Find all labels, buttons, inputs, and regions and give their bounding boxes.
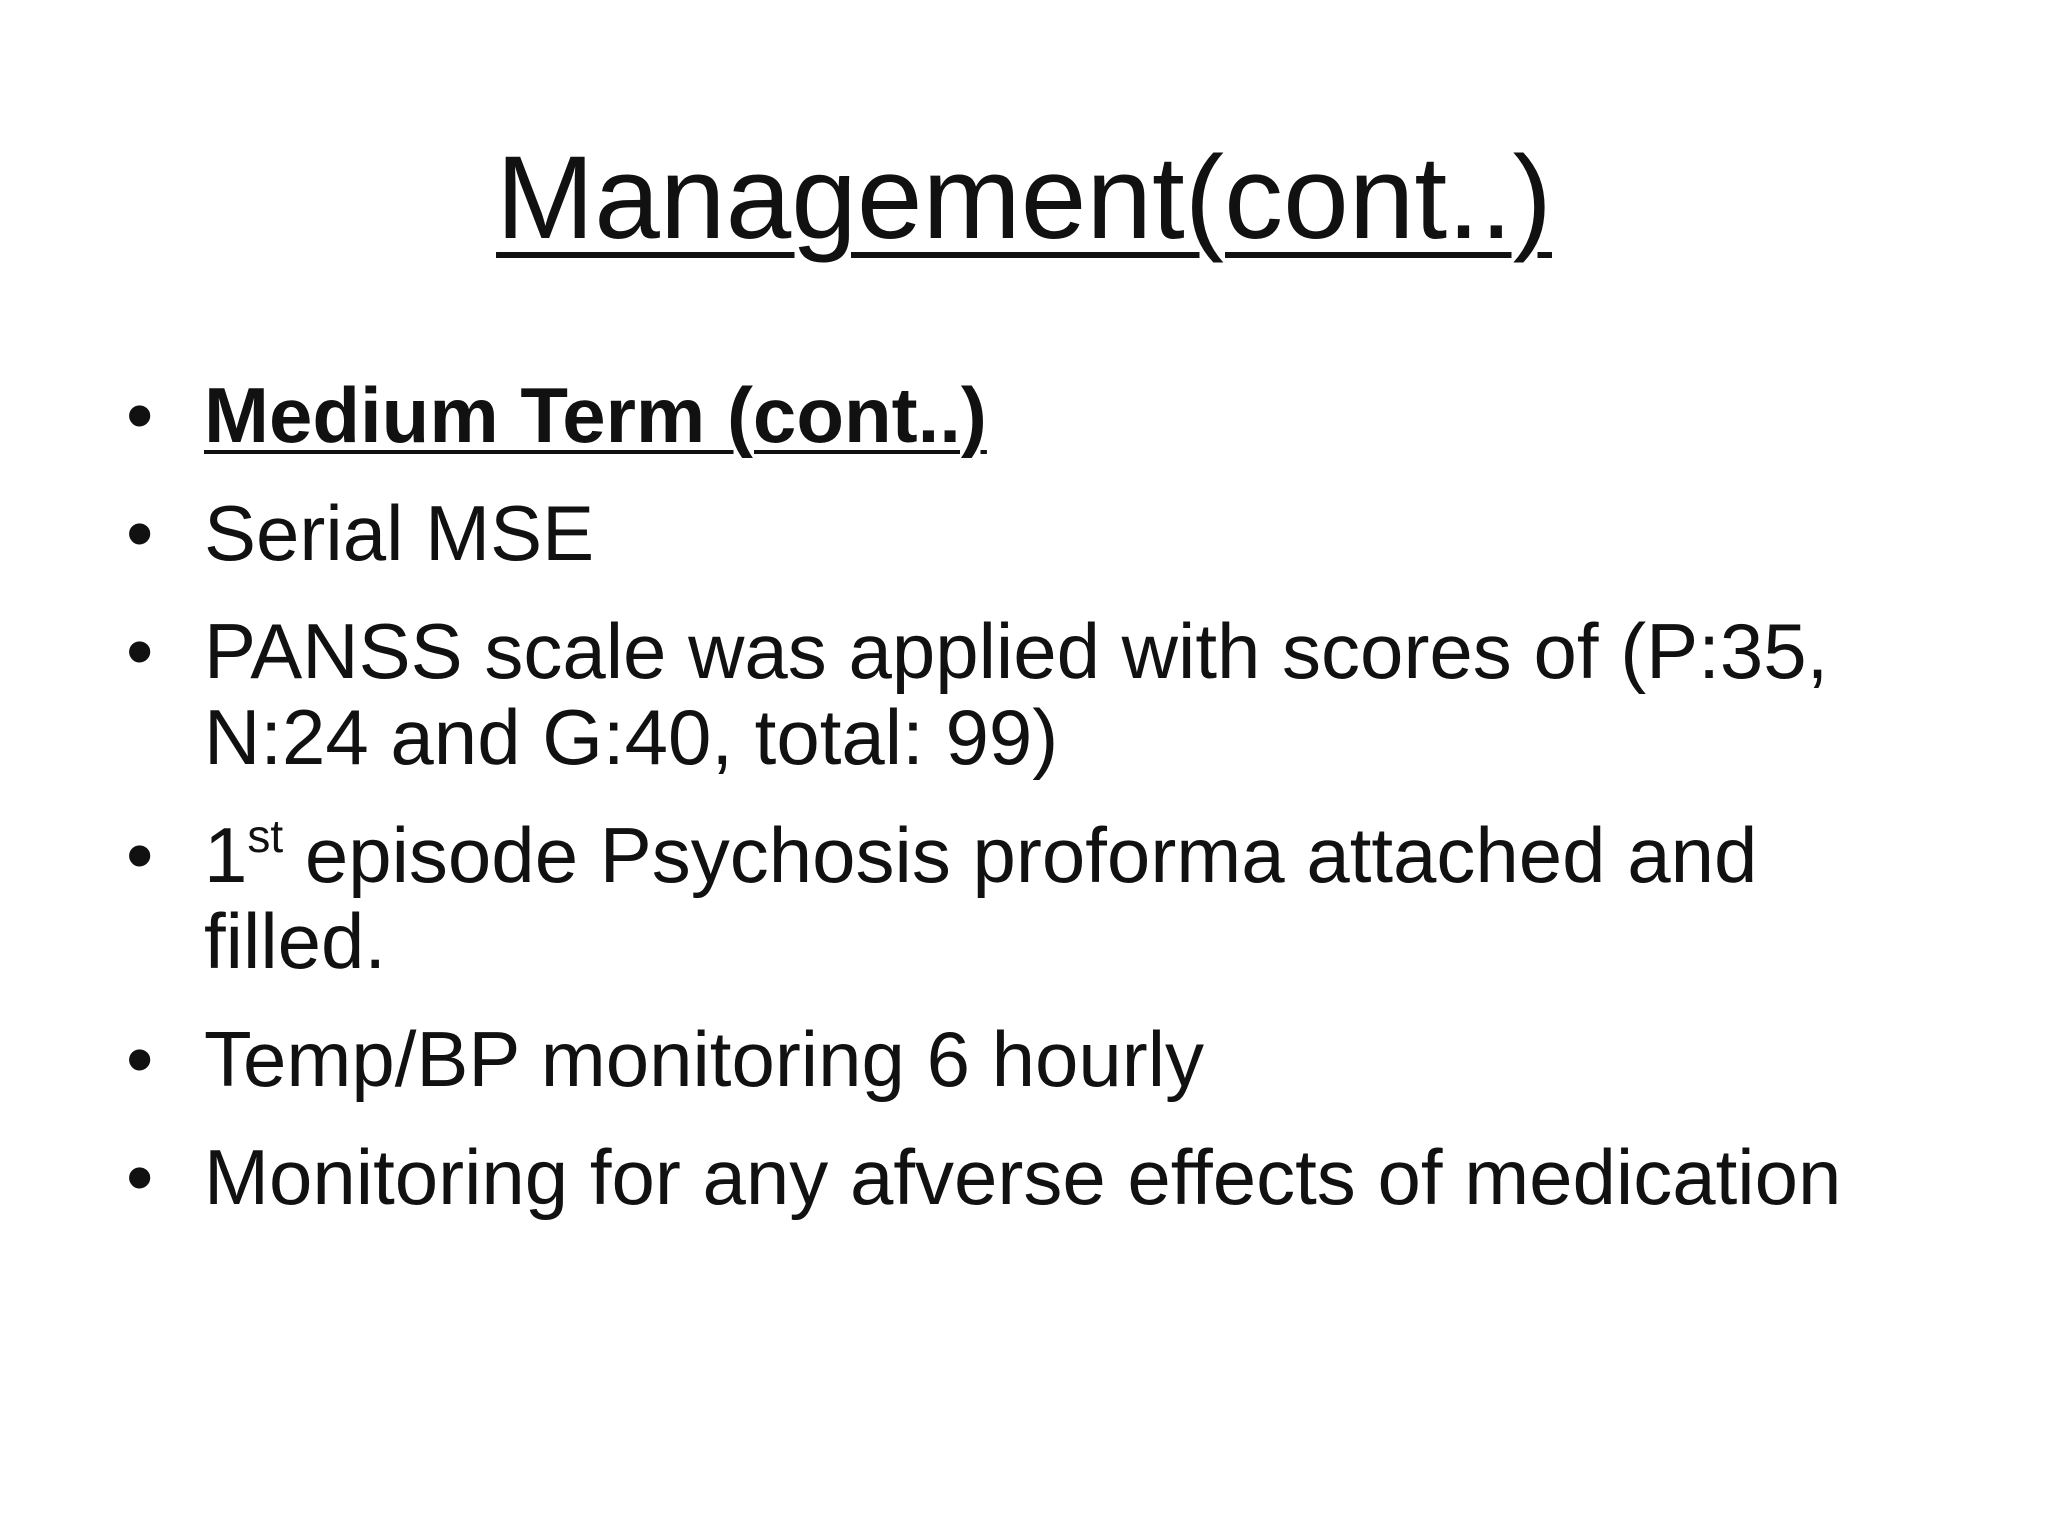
bullet-text: Serial MSE: [204, 489, 595, 577]
bullet-text: [204, 811, 1757, 985]
bullet-marker: •: [126, 607, 154, 695]
bullet-text: PANSS scale was applied with scores of (P:35, N:24 and G:40, total: 99): [204, 607, 1829, 781]
bullet-marker: •: [126, 1133, 154, 1221]
bullet-item-serial-mse: [120, 490, 1950, 576]
section-heading: Medium Term (cont..): [204, 371, 987, 459]
bullet-text: Temp/BP monitoring 6 hourly: [204, 1015, 1205, 1103]
bullet-item-first-episode: [120, 812, 1950, 984]
bullet-item-adverse-effects: [120, 1134, 1950, 1220]
bullet-marker: •: [126, 371, 154, 459]
bullet-list: [120, 372, 1950, 1252]
bullet-marker: •: [126, 1015, 154, 1103]
slide-title: Management(cont..): [496, 132, 1552, 264]
ordinal-number: 1: [204, 811, 248, 899]
bullet-text: Monitoring for any afverse effects of medication: [204, 1133, 1842, 1221]
bullet-text-rest: episode Psychosis proforma attached and filled.: [204, 811, 1758, 985]
bullet-marker: •: [126, 489, 154, 577]
ordinal-superscript: st: [247, 810, 284, 862]
bullet-item-medium-term: [120, 372, 1950, 458]
bullet-marker: •: [126, 811, 154, 899]
bullet-item-temp-bp: [120, 1016, 1950, 1102]
bullet-item-panss: [120, 608, 1950, 780]
